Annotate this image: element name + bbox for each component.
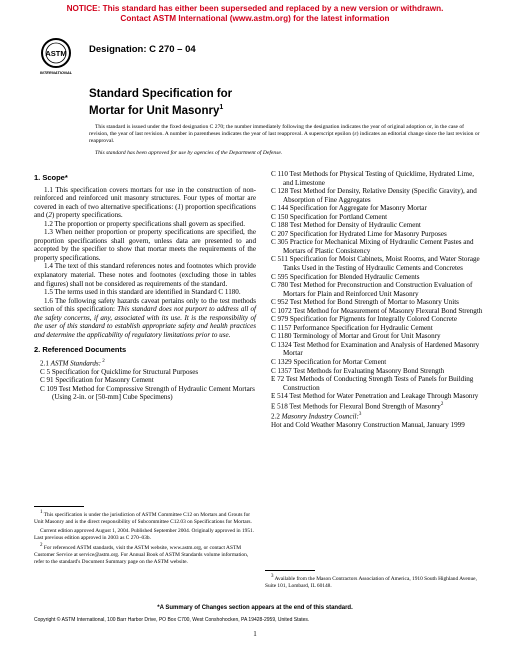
document-title bbox=[89, 88, 232, 118]
ref-item-e518-sup: 2 bbox=[440, 401, 444, 407]
referenced-documents-heading: 2. Referenced Documents bbox=[34, 345, 127, 355]
ref-item: C 91 Specification for Masonry Cement bbox=[40, 376, 154, 385]
ref-item: C 207 Specification for Hydrated Lime for Masonry Purposes bbox=[271, 229, 447, 238]
designation: Designation: C 270 – 04 bbox=[89, 44, 196, 55]
footnote-1a bbox=[34, 510, 256, 526]
ref-item: C 1329 Specification for Mortar Cement bbox=[271, 358, 387, 367]
title-line-2 bbox=[89, 101, 232, 118]
ref-item: E 514 Test Method for Water Penetration and Leakage Through Masonry bbox=[271, 392, 479, 401]
title-line-2-text: Mortar for Unit Masonry bbox=[89, 104, 220, 117]
ref-item: C 110 Test Methods for Physical Testing of Quicklime, Hydrated Lime, and Limestone bbox=[271, 170, 474, 187]
scope-1-1-c: ) property specifications. bbox=[51, 211, 123, 220]
scope-1-1-n2: 2 bbox=[48, 211, 52, 220]
ref-item: C 305 Practice for Mechanical Mixing of Hydraulic Cement Pastes and Mortars of Plastic Consistency bbox=[271, 238, 474, 255]
masonry-council-title: Masonry Industry Council: bbox=[281, 412, 359, 421]
ref-item: C 188 Test Method for Density of Hydraulic Cement bbox=[271, 221, 421, 230]
ref-item: C 979 Specification for Pigments for Integrally Colored Concrete bbox=[271, 315, 457, 324]
ref-item: C 5 Specification for Quicklime for Structural Purposes bbox=[40, 367, 199, 376]
ref-item: C 1324 Test Method for Examination and Analysis of Hardened Masonry Mortar bbox=[271, 340, 480, 358]
footnote-3 bbox=[265, 574, 485, 590]
footnote-3-text: Available from the Mason Contractors Association of America, 1910 South Highland Avenue, Suite 101, Lombard, IL 60148. bbox=[265, 575, 477, 589]
ref-item: Hot and Cold Weather Masonry Construction Manual, January 1999 bbox=[271, 420, 465, 429]
astm-standards-title: ASTM Standards: bbox=[50, 359, 102, 368]
notice-line-2: Contact ASTM International (www.astm.org) for the latest information bbox=[120, 14, 390, 23]
astm-standards-num: 2.1 bbox=[40, 359, 51, 368]
astm-standards-label bbox=[34, 358, 256, 368]
ref-item-e518 bbox=[265, 401, 485, 411]
issuance-text: This standard is issued under the fixed designation C 270; the number immediately following the designation indicates the year of original adoption or, in the case of revision, the year of last revision. A number in parentheses indicates the year of last reapproval. A superscript epsilon (ε) indicates an editorial change since the last revision or reapproval. bbox=[89, 124, 480, 145]
withdrawn-notice bbox=[0, 4, 510, 24]
masonry-council-label bbox=[265, 411, 485, 421]
ref-item: C 109 Test Method for Compressive Strength of Hydraulic Cement Mortars (Using 2-in. or [50-mm] Cube Specimens) bbox=[40, 384, 255, 402]
ref-item: E 72 Test Methods of Conducting Strength Tests of Panels for Building Construction bbox=[271, 375, 474, 392]
astm-standards-sup: 2 bbox=[101, 358, 105, 364]
ref-item: C 144 Specification for Aggregate for Masonry Mortar bbox=[271, 204, 427, 213]
footnotes-right bbox=[265, 574, 485, 592]
footnote-1a-text: This specification is under the jurisdiction of ASTM Committee C12 on Mortars and Grouts for Unit Masonry and is the direct responsibility of Subcommittee C12.03 on Specifications for Mortars. bbox=[34, 511, 252, 525]
ref-item: C 780 Test Method for Preconstruction and Construction Evaluation of Mortars for Plain and Reinforced Unit Masonry bbox=[271, 281, 473, 298]
ref-item: C 952 Test Method for Bond Strength of Mortar to Masonry Units bbox=[271, 298, 459, 307]
footnote-1b: Current edition approved August 1, 2004. Published September 2004. Originally approved in 1951. Last previous edition approved in 2003 as C 270–03b. bbox=[34, 527, 255, 541]
footnote-1-mark: 1 bbox=[40, 510, 43, 515]
footnote-3-mark: 3 bbox=[271, 574, 274, 579]
title-footnote-mark: 1 bbox=[219, 104, 224, 111]
ref-item: C 511 Specification for Moist Cabinets, Moist Rooms, and Water Storage Tanks Used in the Testing of Hydraulic Cements and Concretes bbox=[271, 255, 480, 273]
footnote-2-text: For referenced ASTM standards, visit the ASTM website, www.astm.org, or contact ASTM Customer Service at service@astm.org. For Annual Book of ASTM Standards volume information, refer to the standard's Document Summary page on the ASTM website. bbox=[34, 545, 249, 566]
ref-item: C 1357 Test Methods for Evaluating Masonry Bond Strength bbox=[271, 366, 445, 375]
logo-subtext: INTERNATIONAL bbox=[39, 70, 73, 75]
ref-item: C 595 Specification for Blended Hydraulic Cements bbox=[271, 272, 420, 281]
scope-1-6-a: 1.6 The following safety hazards caveat pertains only to the test methods section of this specification: bbox=[34, 296, 256, 314]
scope-1-1-n1: 1 bbox=[177, 202, 182, 211]
footnote-rule-right bbox=[265, 570, 315, 571]
footnote-2 bbox=[34, 543, 256, 566]
footnote-rule-left bbox=[34, 506, 84, 507]
footnotes-left bbox=[34, 510, 256, 568]
right-column bbox=[265, 170, 485, 429]
ref-item: C 128 Test Method for Density, Relative Density (Specific Gravity), and Absorption of Fine Aggregates bbox=[271, 187, 477, 204]
page-number: 1 bbox=[253, 630, 257, 638]
copyright: Copyright © ASTM International, 100 Barr Harbor Drive, PO Box C700, West Conshohocken, PA 19428-2959, United States. bbox=[34, 617, 310, 623]
logo-text: ASTM bbox=[45, 49, 67, 58]
ref-item: C 1072 Test Method for Measurement of Masonry Flexural Bond Strength bbox=[271, 306, 483, 315]
left-column bbox=[34, 170, 256, 402]
scope-1-4: 1.4 The text of this standard references notes and footnotes which provide explanatory material. These notes and footnotes (excluding those in tables and figures) shall not be considered as requirements of the standard. bbox=[34, 262, 256, 288]
issuance-note bbox=[89, 124, 484, 161]
dod-approval-note: This standard has been approved for use by agencies of the Department of Defense. bbox=[95, 149, 283, 156]
scope-1-3: 1.3 When neither proportion or property specifications are specified, the proportion specifications shall govern, unless data are presented to and accepted by the specifier to show that mortar meets the requirements of the property specifications. bbox=[34, 228, 256, 262]
scope-1-1 bbox=[34, 186, 256, 220]
scope-1-6 bbox=[34, 297, 256, 340]
ref-item-e518-text: E 518 Test Methods for Flexural Bond Strength of Masonry bbox=[271, 402, 441, 411]
scope-1-1-b: ) proportion specifications and ( bbox=[34, 202, 256, 220]
footnote-2-mark: 2 bbox=[40, 543, 43, 549]
masonry-council-num: 2.2 bbox=[271, 412, 282, 421]
scope-1-6-caveat: This standard does not purport to address all of the safety concerns, if any, associated with its use. It is the responsibility of the user of this standard to establish appropriate safety and health practices and determine the applicability of regulatory limitations prior to use. bbox=[34, 305, 257, 339]
astm-logo bbox=[38, 37, 74, 77]
summary-of-changes-note: *A Summary of Changes section appears at the end of this standard. bbox=[157, 605, 353, 611]
scope-1-1-a: 1.1 This specification covers mortars for use in the construction of non-reinforced and reinforced unit masonry structures. Four types of mortar are covered in each of two alternative specifications: ( bbox=[34, 185, 256, 211]
scope-1-5: 1.5 The terms used in this standard are identified in Standard C 1180. bbox=[44, 288, 241, 297]
notice-line-1: NOTICE: This standard has either been superseded and replaced by a new version or withdrawn. bbox=[66, 4, 444, 13]
masonry-council-sup: 3 bbox=[358, 411, 362, 417]
title-line-1: Standard Specification for bbox=[89, 88, 233, 100]
ref-item: C 150 Specification for Portland Cement bbox=[271, 212, 388, 221]
ref-item: C 1180 Terminology of Mortar and Grout for Unit Masonry bbox=[271, 332, 441, 341]
ref-item: C 1157 Performance Specification for Hydraulic Cement bbox=[271, 323, 433, 332]
scope-heading: 1. Scope* bbox=[34, 173, 68, 182]
scope-1-2: 1.2 The proportion or property specifications shall govern as specified. bbox=[44, 219, 246, 228]
